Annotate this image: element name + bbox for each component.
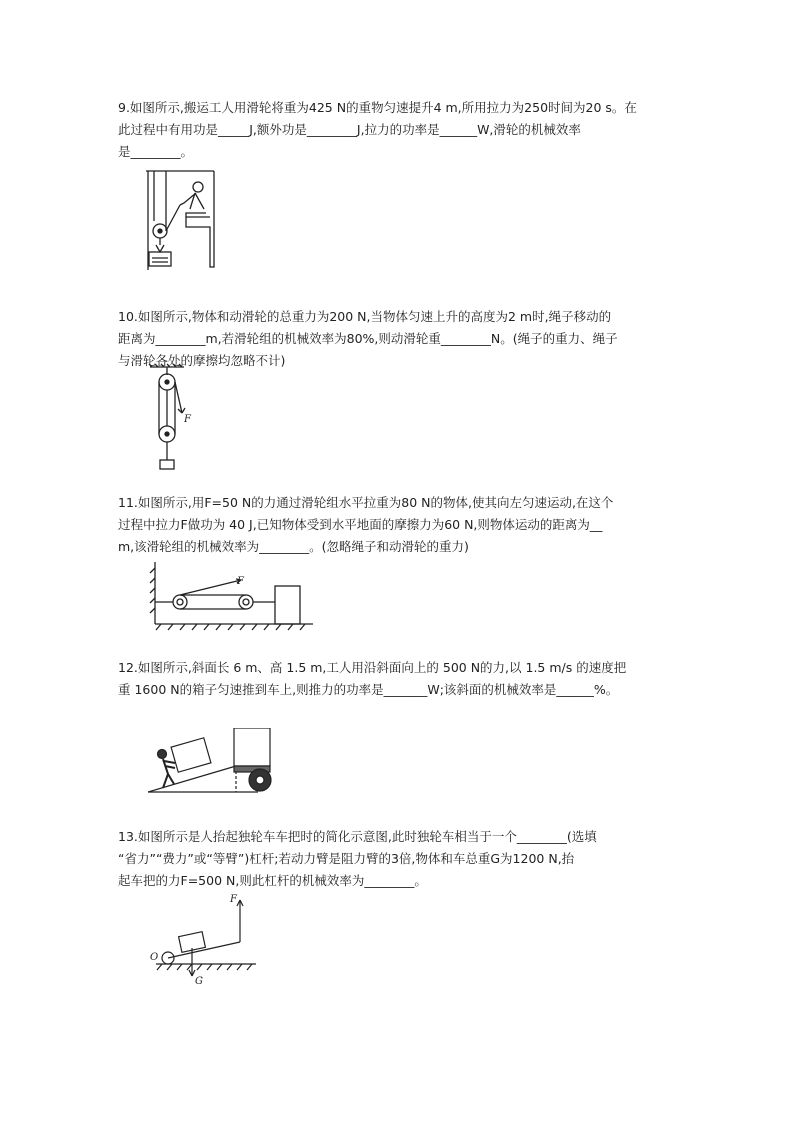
question-9 bbox=[118, 97, 678, 163]
ramp bbox=[148, 766, 236, 792]
question-11 bbox=[118, 492, 678, 558]
force-label-f: F bbox=[184, 414, 191, 425]
question-10-line-3: 与滑轮各处的摩擦均忽略不计) bbox=[118, 353, 286, 368]
question-13-line-2: “省力”“费力”或“等臂”)杠杆;若动力臂是阻力臂的3倍,物体和车总重G为1200 N,抬 bbox=[118, 851, 575, 866]
question-9-line-3: 是________。 bbox=[118, 144, 194, 159]
pull-rope bbox=[175, 382, 182, 413]
question-11-line-1: 11.如图所示,用F=50 N的力通过滑轮组水平拉重为80 N的物体,使其向左匀速运动,在这个 bbox=[118, 495, 614, 510]
figure-11-horizontal-pulley bbox=[145, 560, 320, 635]
pivot-label-o: O bbox=[150, 952, 159, 963]
figure-13-wheelbarrow-lever bbox=[148, 890, 263, 990]
figure-12-ramp-truck bbox=[148, 728, 273, 796]
gravity-label-g: G bbox=[195, 976, 203, 987]
worker-head bbox=[193, 182, 203, 192]
truck-body bbox=[234, 728, 270, 766]
figure-10-pulley-block bbox=[140, 363, 210, 473]
question-9-line-1: 9.如图所示,搬运工人用滑轮将重为425 N的重物匀速提升4 m,所用拉力为250时间为20 s。在 bbox=[118, 100, 637, 115]
worker-head bbox=[158, 750, 167, 759]
worker-body bbox=[163, 759, 175, 788]
object-block bbox=[275, 586, 300, 624]
load-hook bbox=[156, 245, 164, 252]
question-13-line-1: 13.如图所示是人抬起独轮车车把时的简化示意图,此时独轮车相当于一个________(选填 bbox=[118, 829, 597, 844]
question-11-line-2: 过程中拉力F做功为 40 J,已知物体受到水平地面的摩擦力为60 N,则物体运动的距离为__ bbox=[118, 517, 603, 532]
question-13 bbox=[118, 826, 678, 892]
question-9-line-2: 此过程中有用功是_____J,额外功是________J,拉力的功率是______W,滑轮的机械效率 bbox=[118, 122, 581, 137]
movable-pulley bbox=[239, 595, 253, 609]
question-10-line-2: 距离为________m,若滑轮组的机械效率为80%,则动滑轮重________N。(绳子的重力、绳子 bbox=[118, 331, 618, 346]
right-wall bbox=[186, 171, 214, 267]
lever-arm bbox=[168, 942, 240, 958]
pull-rope bbox=[180, 580, 241, 595]
question-12 bbox=[118, 657, 678, 701]
load-block bbox=[160, 460, 174, 469]
force-label-f: F bbox=[230, 894, 237, 905]
crate bbox=[149, 252, 171, 266]
worker-body bbox=[180, 193, 204, 209]
figure-9-pulley-worker bbox=[140, 165, 220, 275]
question-10-line-1: 10.如图所示,物体和动滑轮的总重力为200 N,当物体匀速上升的高度为2 m时,绳子移动的 bbox=[118, 309, 612, 324]
force-label-f: F bbox=[237, 576, 244, 587]
ceiling-mount bbox=[149, 364, 184, 367]
fixed-pulley bbox=[173, 595, 187, 609]
question-11-line-3: m,该滑轮组的机械效率为________。(忽略绳子和动滑轮的重力) bbox=[118, 539, 469, 554]
question-13-line-3: 起车把的力F=500 N,则此杠杆的机械效率为________。 bbox=[118, 873, 427, 888]
pushed-box bbox=[171, 738, 211, 772]
worker-rope bbox=[166, 171, 180, 231]
question-12-line-1: 12.如图所示,斜面长 6 m、高 1.5 m,工人用沿斜面向上的 500 N的力,以 1.5 m/s 的速度把 bbox=[118, 660, 627, 675]
question-12-line-2: 重 1600 N的箱子匀速推到车上,则推力的功率是_______W;该斜面的机械效率是______%。 bbox=[118, 682, 619, 697]
rope-lines bbox=[180, 595, 246, 609]
